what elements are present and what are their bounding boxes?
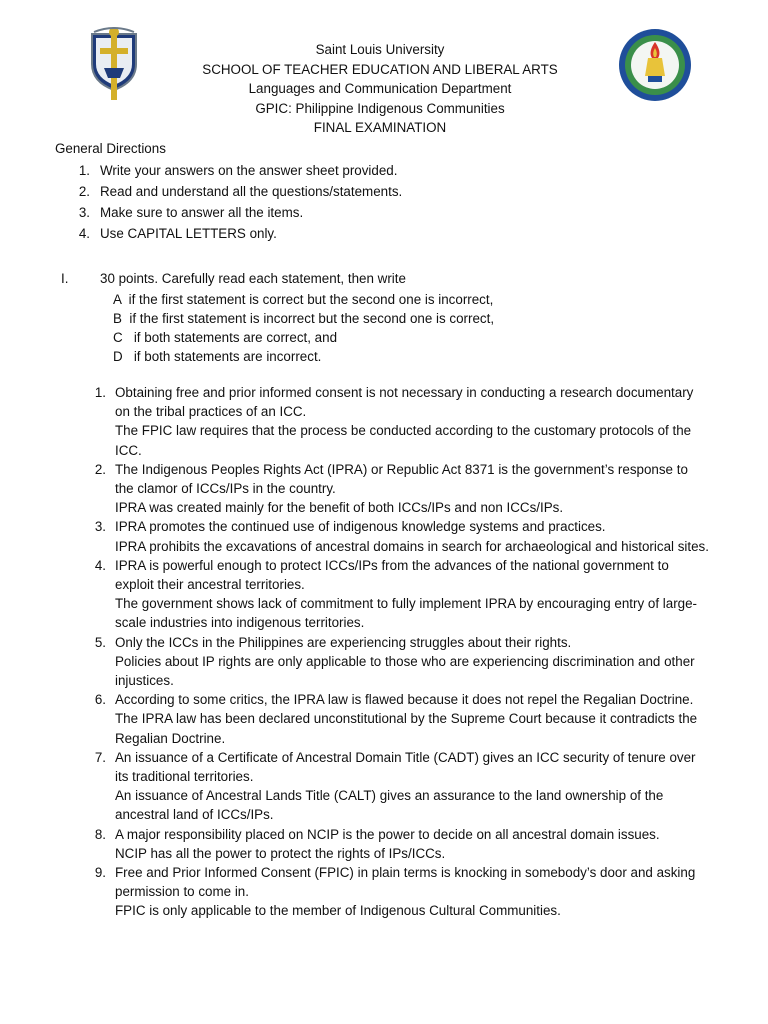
- general-directions-title: General Directions: [55, 141, 166, 156]
- choice-d: D if both statements are incorrect.: [113, 349, 322, 364]
- question-number: 9.: [94, 865, 106, 881]
- first-statement: IPRA is powerful enough to protect ICCs/IPs from the advances of the national government to exploit their ancestral territories.: [115, 557, 669, 593]
- exam-header: [150, 40, 610, 138]
- direction-text: Read and understand all the questions/statements.: [100, 184, 403, 199]
- first-statement: Obtaining free and prior informed consent is not necessary in conducting a research documentary on the tribal practices of an ICC.: [115, 385, 694, 420]
- answer-choices: [113, 290, 673, 366]
- second-statement: IPRA was created mainly for the benefit of both ICCs/IPs and non ICCs/IPs.: [115, 500, 564, 516]
- question-number: 1.: [94, 385, 106, 400]
- direction-item: [76, 223, 676, 244]
- first-statement: According to some critics, the IPRA law is flawed because it does not repel the Regalian Doctrine.: [115, 692, 694, 708]
- question-number: 5.: [94, 634, 106, 650]
- question-item: [88, 690, 710, 748]
- question-list: [88, 383, 710, 921]
- question-number: 8.: [94, 826, 106, 842]
- department-name: Languages and Communication Department: [248, 81, 512, 97]
- second-statement: FPIC is only applicable to the member of Indigenous Cultural Communities.: [115, 903, 561, 919]
- direction-number: 2.: [78, 184, 90, 199]
- direction-number: 1.: [78, 163, 90, 178]
- direction-item: [76, 202, 676, 223]
- school-name: SCHOOL OF TEACHER EDUCATION AND LIBERAL ARTS: [202, 61, 558, 77]
- first-statement: Free and Prior Informed Consent (FPIC) in plain terms is knocking in somebody’s door and asking permission to come in.: [115, 865, 696, 900]
- second-statement: The FPIC law requires that the process be conducted according to the customary protocols of the ICC.: [115, 423, 692, 458]
- university-name: Saint Louis University: [315, 42, 445, 57]
- direction-text: Write your answers on the answer sheet provided.: [100, 163, 398, 178]
- second-statement: Policies about IP rights are only applicable to those who are experiencing discrimination and other injustices.: [115, 653, 695, 689]
- question-item: [88, 633, 710, 691]
- direction-item: [76, 181, 676, 202]
- direction-number: 4.: [78, 226, 90, 241]
- university-crest-icon: [84, 24, 144, 104]
- question-item: [88, 383, 710, 460]
- second-statement: An issuance of Ancestral Lands Title (CALT) gives an assurance to the land ownership of the ancestral land of ICCs/IPs.: [115, 788, 664, 823]
- question-item: [88, 460, 710, 518]
- first-statement: IPRA promotes the continued use of indigenous knowledge systems and practices.: [115, 519, 606, 535]
- part-numeral: I.: [61, 271, 69, 286]
- direction-number: 3.: [78, 205, 90, 220]
- question-number: 7.: [94, 749, 106, 765]
- first-statement: An issuance of a Certificate of Ancestral Domain Title (CADT) gives an ICC security of tenure over its traditional territories.: [115, 749, 696, 785]
- question-number: 6.: [94, 692, 106, 708]
- exam-title: FINAL EXAMINATION: [313, 120, 447, 136]
- second-statement: IPRA prohibits the excavations of ancestral domains in search for archaeological and historical sites.: [115, 538, 709, 554]
- question-item: [88, 517, 710, 555]
- choice-a: A if the first statement is correct but the second one is incorrect,: [113, 292, 494, 307]
- question-number: 2.: [94, 461, 106, 477]
- question-item: [88, 825, 710, 863]
- question-item: [88, 556, 710, 633]
- part-instructions: 30 points. Carefully read each statement, then write: [100, 271, 406, 286]
- second-statement: The IPRA law has been declared unconstitutional by the Supreme Court because it contradicts the Regalian Doctrine.: [115, 711, 698, 746]
- question-number: 3.: [94, 519, 106, 535]
- question-number: 4.: [94, 557, 106, 573]
- first-statement: The Indigenous Peoples Rights Act (IPRA) or Republic Act 8371 is the government’s response to the clamor of ICCs/IPs in the country.: [115, 461, 688, 497]
- second-statement: The government shows lack of commitment to fully implement IPRA by encouraging entry of large-scale industries into indigenous territories.: [115, 596, 698, 631]
- choice-c: C if both statements are correct, and: [113, 330, 338, 345]
- second-statement: NCIP has all the power to protect the rights of IPs/ICCs.: [115, 845, 446, 861]
- question-item: [88, 863, 710, 921]
- choice-b: B if the first statement is incorrect but the second one is correct,: [113, 311, 495, 326]
- department-seal-icon: [618, 28, 692, 102]
- direction-text: Make sure to answer all the items.: [100, 205, 304, 220]
- question-item: [88, 748, 710, 825]
- direction-item: [76, 160, 676, 181]
- general-directions-list: [76, 160, 676, 244]
- direction-text: Use CAPITAL LETTERS only.: [100, 226, 277, 241]
- first-statement: Only the ICCs in the Philippines are experiencing struggles about their rights.: [115, 634, 572, 650]
- course-title: GPIC: Philippine Indigenous Communities: [255, 100, 505, 116]
- first-statement: A major responsibility placed on NCIP is the power to decide on all ancestral domain issues.: [115, 826, 660, 842]
